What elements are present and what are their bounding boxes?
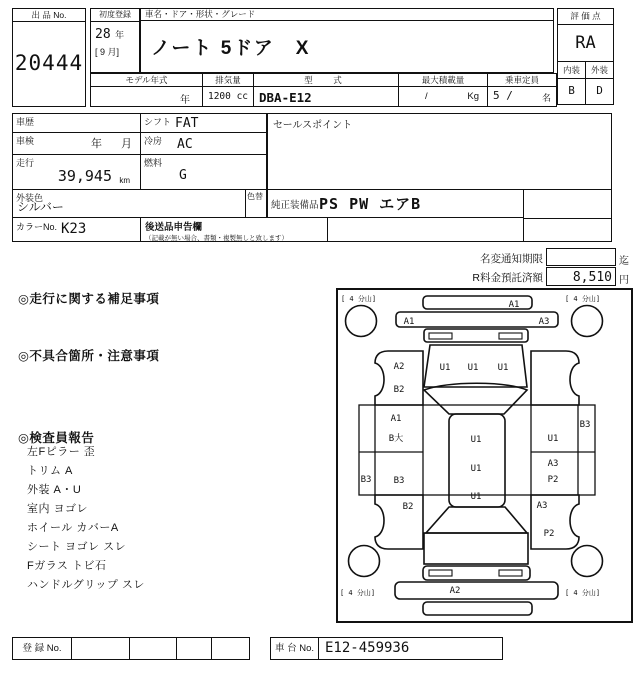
damage-code: U1 bbox=[547, 434, 559, 444]
car-name-box bbox=[140, 20, 554, 73]
interior-grade: B bbox=[558, 79, 586, 105]
sales-point-box bbox=[267, 113, 612, 190]
first-reg-month: [ 9 月] bbox=[95, 47, 120, 57]
car-name-value: ノート 5ドア X bbox=[151, 38, 311, 59]
damage-code: A1 bbox=[403, 317, 415, 327]
grade-label: 評 価 点 bbox=[558, 9, 613, 25]
damage-code: A3 bbox=[536, 501, 548, 511]
rear-window bbox=[426, 507, 527, 533]
equipment-label: 純正装備品 bbox=[271, 199, 319, 211]
reg-no-cell bbox=[72, 638, 130, 659]
front-bumper bbox=[396, 312, 558, 327]
equipment-side-box bbox=[523, 189, 612, 242]
taillight-left bbox=[429, 570, 452, 576]
aircon-box bbox=[140, 132, 267, 155]
inspector-item: ハンドルグリップ スレ bbox=[27, 579, 145, 591]
later-items-label: 後送品申告欄 bbox=[145, 222, 203, 233]
grade-box bbox=[557, 8, 614, 105]
model-year-cell bbox=[90, 73, 203, 107]
deposit-unit: 円 bbox=[619, 275, 629, 286]
name-change-field bbox=[546, 248, 616, 266]
shift-label: シフト bbox=[144, 117, 172, 127]
model-year-label: モデル年式 bbox=[91, 74, 202, 87]
damage-code: A2 bbox=[449, 586, 461, 596]
max-load-cell bbox=[398, 73, 488, 107]
chassis-no-label: 車 台 No. bbox=[271, 638, 319, 659]
mileage-note-title: ◎走行に関する補足事項 bbox=[18, 292, 160, 306]
wheel-rear-left bbox=[349, 546, 380, 577]
inspection-box bbox=[12, 132, 141, 155]
headlight-right bbox=[499, 333, 522, 339]
equipment-side-upper bbox=[524, 190, 611, 219]
inspector-title: ◎検査員報告 bbox=[18, 431, 95, 445]
chassis-no-value: E12-459936 bbox=[325, 640, 410, 656]
damage-code: U1 bbox=[470, 492, 482, 502]
capacity-label: 乗車定員 bbox=[488, 74, 556, 87]
damage-code: P2 bbox=[543, 529, 555, 539]
rear-bottom-strip bbox=[423, 602, 532, 615]
damage-code: B3 bbox=[360, 475, 372, 485]
reg-no-cell bbox=[130, 638, 177, 659]
wheel-front-right bbox=[572, 306, 603, 337]
damage-code: B大 bbox=[388, 434, 404, 444]
later-items-note: （記載が無い場合、書類・複製無しと致します） bbox=[145, 235, 288, 242]
aircon-label: 冷房 bbox=[144, 136, 163, 146]
interior-label: 内装 bbox=[558, 62, 586, 78]
first-reg-box bbox=[90, 8, 140, 73]
exterior-label: 外装 bbox=[590, 65, 608, 75]
max-load-label: 最大積載量 bbox=[399, 74, 487, 87]
front-grille bbox=[424, 329, 528, 342]
displacement-label: 排気量 bbox=[203, 74, 253, 87]
tread-label-front-left: [ 4 分山] bbox=[341, 295, 377, 303]
rear-lights-strip bbox=[423, 566, 530, 580]
inspector-item: シート ヨゴレ スレ bbox=[27, 541, 127, 553]
inspector-item: Fガラス トビ石 bbox=[27, 560, 107, 572]
displacement-cell bbox=[202, 73, 254, 107]
damage-diagram-box bbox=[336, 288, 633, 623]
ext-color-box bbox=[12, 189, 246, 218]
max-load-unit: Kg bbox=[467, 91, 479, 102]
first-reg-year-unit: 年 bbox=[115, 30, 125, 40]
ext-color-label: 外装色 bbox=[16, 193, 44, 203]
inspector-item: 左Fピラー 歪 bbox=[27, 446, 96, 458]
auction-no-value: 20444 bbox=[14, 51, 84, 75]
defect-title: ◎不具合箇所・注意事項 bbox=[18, 349, 160, 363]
aircon-value: AC bbox=[177, 137, 193, 152]
inspection-label: 車検 bbox=[16, 136, 35, 146]
model-code-cell bbox=[253, 73, 399, 107]
quarter-rear-left bbox=[375, 495, 423, 549]
history-box bbox=[12, 113, 141, 133]
inspector-item: ホイール カバーA bbox=[27, 522, 119, 534]
later-items-empty-cell bbox=[327, 217, 524, 242]
auction-no-label: 出 品 No. bbox=[13, 9, 85, 22]
damage-code: A2 bbox=[393, 362, 405, 372]
inspector-item: トリム A bbox=[27, 465, 73, 477]
shift-value: FAT bbox=[175, 116, 199, 131]
mileage-label: 走行 bbox=[16, 158, 35, 168]
reg-no-cell bbox=[177, 638, 212, 659]
ext-color-value: シルバー bbox=[17, 200, 64, 214]
car-name-label: 車名・ドア・形状・グレード bbox=[145, 9, 256, 19]
model-year-value: 年 bbox=[180, 95, 190, 106]
damage-code: B3 bbox=[579, 420, 591, 430]
name-change-label: 名変通知期限 bbox=[480, 253, 543, 265]
fuel-value: G bbox=[179, 168, 187, 183]
grade-value: RA bbox=[558, 25, 613, 62]
inspection-year: 年 bbox=[91, 138, 102, 150]
mileage-value: 39,945 bbox=[57, 167, 112, 185]
color-no-box bbox=[12, 217, 141, 242]
reg-no-label: 登 録 No. bbox=[13, 638, 72, 659]
wheel-rear-right bbox=[572, 546, 603, 577]
displacement-value: 1200 cc bbox=[207, 91, 249, 102]
fuel-box bbox=[140, 154, 267, 190]
fender-front-left bbox=[375, 351, 423, 405]
inspector-item: 室内 ヨゴレ bbox=[27, 503, 89, 515]
chassis-no-box bbox=[270, 637, 503, 660]
name-change-suffix: 迄 bbox=[619, 256, 629, 267]
equipment-value: PS PW エアB bbox=[319, 195, 422, 213]
exterior-grade: D bbox=[596, 84, 603, 97]
deposit-label: R料金預託済額 bbox=[472, 272, 543, 284]
reg-no-box bbox=[12, 637, 250, 660]
damage-code: A3 bbox=[538, 317, 550, 327]
later-items-box bbox=[140, 217, 328, 242]
deposit-field bbox=[546, 267, 616, 286]
reg-no-cell bbox=[212, 638, 249, 659]
rear-bumper bbox=[395, 582, 558, 599]
mileage-box bbox=[12, 154, 141, 190]
deposit-value: 8,510 bbox=[572, 270, 612, 285]
history-label: 車歴 bbox=[16, 117, 35, 127]
windshield bbox=[424, 383, 527, 414]
first-reg-year: 28 bbox=[95, 27, 111, 42]
capacity-value: 5 / bbox=[493, 89, 513, 102]
color-no-value: K23 bbox=[61, 221, 87, 237]
fuel-label: 燃料 bbox=[144, 158, 163, 168]
damage-code: A1 bbox=[390, 414, 402, 424]
damage-code: P2 bbox=[547, 475, 559, 485]
tread-label-rear-left: [ 4 分山] bbox=[340, 589, 376, 597]
car-damage-diagram bbox=[338, 290, 631, 621]
color-no-label: カラーNo. bbox=[16, 222, 58, 232]
taillight-right bbox=[499, 570, 522, 576]
damage-code: U1 bbox=[470, 435, 482, 445]
damage-code: B2 bbox=[393, 385, 405, 395]
auction-no-box bbox=[12, 8, 86, 107]
color-change-label: 色替 bbox=[247, 192, 263, 201]
color-change-box bbox=[245, 189, 267, 218]
inspector-item: 外装 A・U bbox=[27, 484, 82, 496]
tread-label-front-right: [ 4 分山] bbox=[565, 295, 601, 303]
shift-box bbox=[140, 113, 267, 133]
capacity-unit: 名 bbox=[541, 93, 551, 103]
model-code-label: 型 式 bbox=[254, 74, 398, 87]
wheel-front-left bbox=[346, 306, 377, 337]
damage-code: A1 bbox=[508, 300, 520, 310]
equipment-box bbox=[267, 189, 524, 218]
damage-code: B3 bbox=[393, 476, 405, 486]
inspector-report-list bbox=[27, 443, 145, 595]
rear-deck bbox=[424, 533, 528, 564]
damage-code: B2 bbox=[402, 502, 414, 512]
capacity-cell bbox=[487, 73, 557, 107]
damage-code: A3 bbox=[547, 459, 559, 469]
model-code-value: DBA-E12 bbox=[259, 90, 312, 105]
headlight-left bbox=[429, 333, 452, 339]
damage-code: U1 bbox=[497, 363, 509, 373]
max-load-value: / bbox=[425, 91, 428, 102]
damage-code: U1 bbox=[470, 464, 482, 474]
mileage-unit: km bbox=[119, 176, 130, 185]
sales-point-label: セールスポイント bbox=[273, 120, 353, 131]
damage-code: U1 bbox=[439, 363, 451, 373]
tread-label-rear-right: [ 4 分山] bbox=[565, 589, 601, 597]
damage-code: U1 bbox=[467, 363, 479, 373]
inspection-month: 月 bbox=[121, 138, 132, 150]
first-reg-label: 初度登録 bbox=[91, 9, 139, 22]
fender-front-right bbox=[531, 351, 579, 405]
